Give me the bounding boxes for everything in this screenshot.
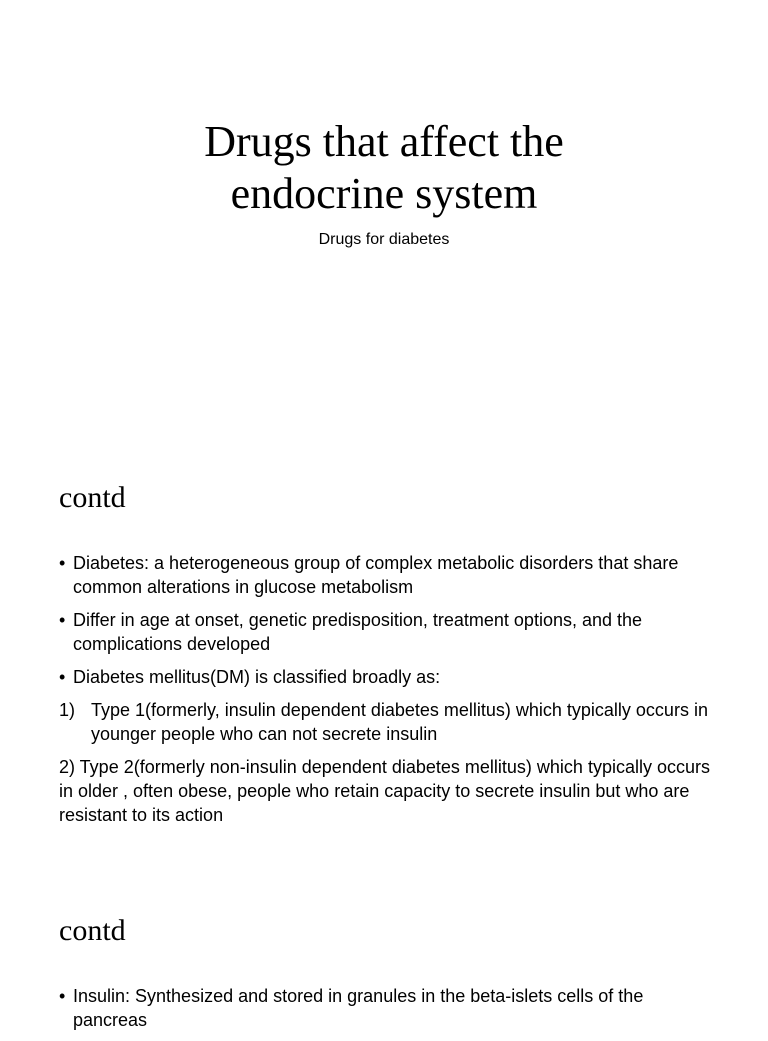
numbered-item-1 — [59, 698, 719, 746]
section-heading-2: contd — [59, 481, 126, 514]
slide-3-body — [59, 984, 719, 1041]
numbered-item-1-number: 1) — [59, 700, 76, 720]
bullet-item: • Insulin: Synthesized and stored in granules in the beta-islets cells of the pancreas — [59, 984, 719, 1032]
section-heading-3: contd — [59, 914, 126, 947]
bullet-item: • Diabetes mellitus(DM) is classified broadly as: — [59, 665, 719, 689]
numbered-item-1-text: Type 1(formerly, insulin dependent diabetes mellitus) which typically occurs in younger people who can not secrete insulin — [91, 700, 708, 744]
slide-title — [0, 116, 768, 220]
bullet-item: • Differ in age at onset, genetic predisposition, treatment options, and the complications developed — [59, 608, 719, 656]
slide-title-line-1: Drugs that affect the — [204, 117, 564, 166]
bullet-item: • Diabetes: a heterogeneous group of complex metabolic disorders that share common alterations in glucose metabolism — [59, 551, 719, 599]
slide-title-line-2: endocrine system — [230, 169, 538, 218]
numbered-item-2: 2) Type 2(formerly non-insulin dependent diabetes mellitus) which typically occurs in older , often obese, people who retain capacity to secrete insulin but who are resistant to its action — [59, 757, 710, 825]
slide-subtitle: Drugs for diabetes — [318, 231, 450, 248]
slide-2-body — [59, 551, 719, 836]
